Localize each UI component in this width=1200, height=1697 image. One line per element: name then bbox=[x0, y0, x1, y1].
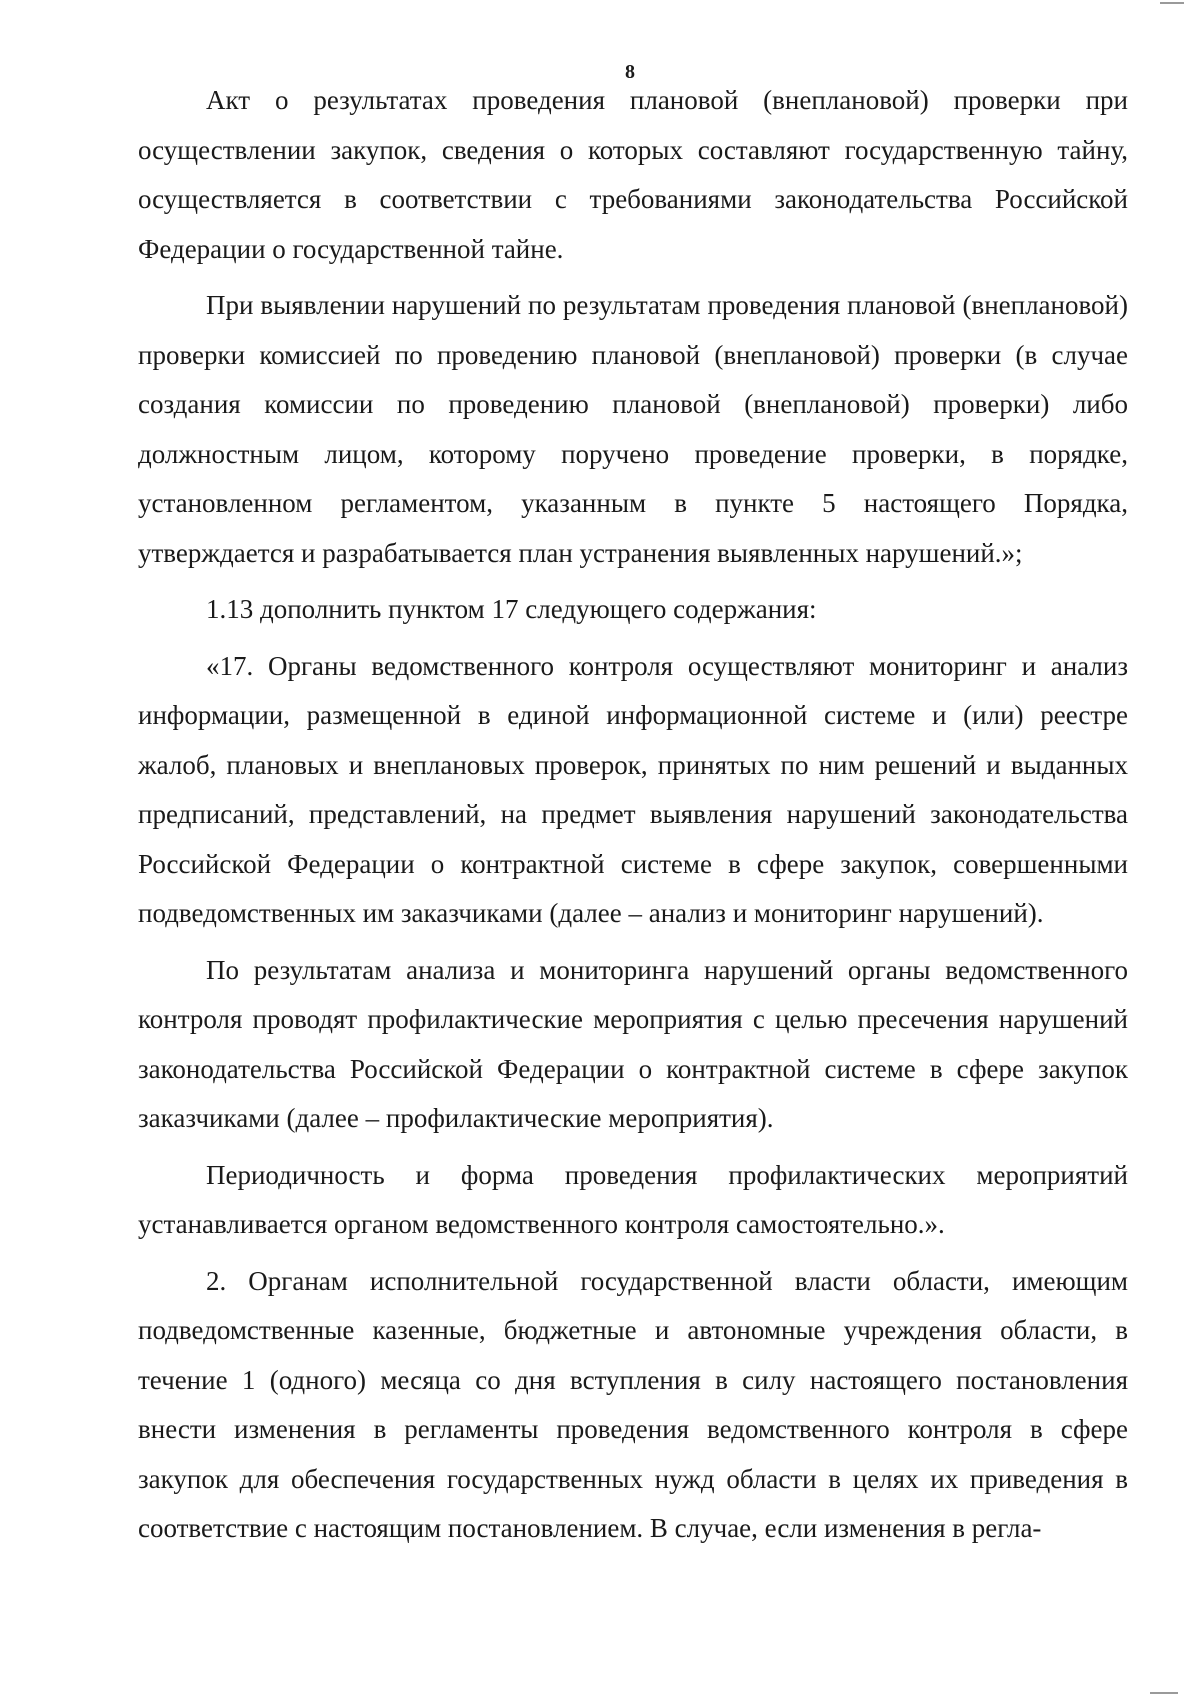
scan-artifact-bottom bbox=[1150, 1692, 1178, 1694]
paragraph-preventive-measures: По результатам анализа и мониторинга нарушений органы ведомственного контроля проводят профилактические мероприятия с целью пресечения нарушений законодательства Российской Федерации о контрактной системе в сфере закупок заказчиками (далее – профилактические мероприятия). bbox=[138, 954, 1128, 1133]
document-body bbox=[138, 76, 1128, 1554]
paragraph-periodicity: Периодичность и форма проведения профилактических мероприятий устанавливается органом ведомственного контроля самостоятельно.». bbox=[138, 1159, 1128, 1239]
paragraph-act-results: Акт о результатах проведения плановой (внеплановой) проверки при осуществлении закупок, сведения о которых составляют государственную тайну, осуществляется в соответствии с требованиями законодательства Российской Федерации о государственной тайне. bbox=[138, 85, 1128, 264]
paragraph-point-2: 2. Органам исполнительной государственной власти области, имеющим подведомственные казенные, бюджетные и автономные учреждения области, в течение 1 (одного) месяца со дня вступления в силу настоящего постановления внести изменения в регламенты проведения ведомственного контроля в сфере закупок для обеспечения государственных нужд области в целях их приведения в соответствие с настоящим постановлением. В случае, если изменения в регла- bbox=[138, 1265, 1128, 1543]
scan-artifact-top bbox=[1160, 2, 1184, 4]
paragraph-point-17: «17. Органы ведомственного контроля осуществляют мониторинг и анализ информации, размещенной в единой информационной системе и (или) реестре жалоб, плановых и внеплановых проверок, принятых по ним решений и выданных предписаний, представлений, на предмет выявления нарушений законодательства Российской Федерации о контрактной системе в сфере закупок, совершенными подведомственных им заказчиками (далее – анализ и мониторинг нарушений). bbox=[138, 650, 1128, 928]
paragraph-amendment-1-13: 1.13 дополнить пунктом 17 следующего содержания: bbox=[206, 594, 817, 624]
page-number: 8 bbox=[625, 61, 635, 83]
paragraph-violations-plan: При выявлении нарушений по результатам проведения плановой (внеплановой) проверки комиссией по проведению плановой (внеплановой) проверки (в случае создания комиссии по проведению плановой (внеплановой) проверки) либо должностным лицом, которому поручено проведение проверки, в порядке, установленном регламентом, указанным в пункте 5 настоящего Порядка, утверждается и разрабатывается план устранения выявленных нарушений.»; bbox=[138, 290, 1128, 568]
